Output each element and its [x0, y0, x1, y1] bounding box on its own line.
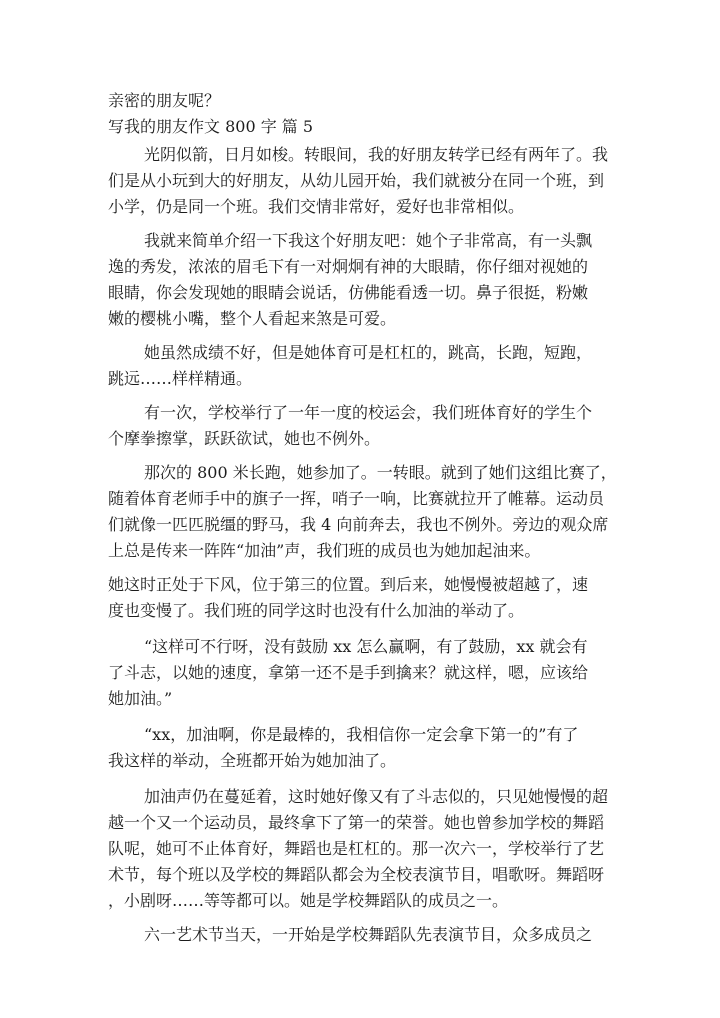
- paragraph-line: 小学，仍是同一个班。我们交情非常好，爱好也非常相似。: [108, 197, 525, 216]
- paragraph-line: 随着体育老师手中的旗子一挥，哨子一响，比赛就拉开了帷幕。运动员: [108, 489, 605, 508]
- paragraph-line: 六一艺术节当天，一开始是学校舞蹈队先表演节目，众多成员之: [144, 925, 593, 944]
- paragraph-line: 越一个又一个运动员，最终拿下了第一的荣誉。她也曾参加学校的舞蹈: [108, 813, 605, 832]
- paragraph-line: 我就来简单介绍一下我这个好朋友吧：她个子非常高，有一头飘: [144, 231, 593, 250]
- paragraph-line: “xx，加油啊，你是最棒的，我相信你一定会拿下第一的”有了: [144, 725, 579, 744]
- paragraph-line: 们就像一匹匹脱缰的野马，我 4 向前奔去，我也不例外。旁边的观众席: [108, 515, 609, 534]
- paragraph-line: 眼睛，你会发现她的眼睛会说话，仿佛能看透一切。鼻子很挺，粉嫩: [108, 283, 589, 302]
- paragraph-line: “这样可不行呀，没有鼓励 xx 怎么赢啊，有了鼓励，xx 就会有: [144, 637, 588, 656]
- paragraph-line: 跳远……样样精通。: [108, 369, 253, 388]
- paragraph-line: 个摩拳擦掌，跃跃欲试，她也不例外。: [108, 429, 381, 448]
- essay-heading: 写我的朋友作文 800 字 篇 5: [108, 117, 314, 136]
- document-page: [108, 88, 618, 948]
- paragraph-10: [108, 922, 618, 948]
- paragraph-line: 术节，每个班以及学校的舞蹈队都会为全校表演节目，唱歌呀。舞蹈呀: [108, 865, 605, 884]
- paragraph-line: 她加油。”: [108, 689, 173, 708]
- paragraph-line: 逸的秀发，浓浓的眉毛下有一对炯炯有神的大眼睛，你仔细对视她的: [108, 257, 589, 276]
- paragraph-line: 度也变慢了。我们班的同学这时也没有什么加油的举动了。: [108, 601, 525, 620]
- paragraph-6: [108, 572, 618, 624]
- paragraph-8: [108, 722, 618, 774]
- paragraph-line: 有一次，学校举行了一年一度的校运会，我们班体育好的学生个: [144, 403, 593, 422]
- paragraph-line: 上总是传来一阵阵“加油”声，我们班的成员也为她加起油来。: [108, 541, 541, 560]
- paragraph-9: [108, 784, 618, 914]
- paragraph-line: 队呢，她可不止体育好，舞蹈也是杠杠的。那一次六一，学校举行了艺: [108, 839, 605, 858]
- paragraph-line: 了斗志，以她的速度，拿第一还不是手到擒来？就这样，嗯，应该给: [108, 663, 589, 682]
- paragraph-line: 加油声仍在蔓延着，这时她好像又有了斗志似的，只见她慢慢的超: [144, 787, 609, 806]
- paragraph-line: ，小剧呀……等等都可以。她是学校舞蹈队的成员之一。: [108, 891, 509, 910]
- paragraph-line: 我这样的举动，全班都开始为她加油了。: [108, 751, 397, 770]
- paragraph-3: [108, 340, 618, 392]
- paragraph-2: [108, 228, 618, 332]
- paragraph-5: [108, 460, 618, 564]
- paragraph-line: 嫩的樱桃小嘴，整个人看起来煞是可爱。: [108, 309, 397, 328]
- paragraph-line: 她虽然成绩不好，但是她体育可是杠杠的，跳高，长跑，短跑，: [144, 343, 593, 362]
- paragraph-4: [108, 400, 618, 452]
- paragraph-line: 光阴似箭，日月如梭。转眼间，我的好朋友转学已经有两年了。我: [144, 145, 609, 164]
- paragraph-line: 她这时正处于下风，位于第三的位置。到后来，她慢慢被超越了，速: [108, 575, 589, 594]
- paragraph-line: 们是从小玩到大的好朋友，从幼儿园开始，我们就被分在同一个班，到: [108, 171, 605, 190]
- paragraph-7: [108, 634, 618, 712]
- paragraph-line: 那次的 800 米长跑，她参加了。一转眼。就到了她们这组比赛了，: [144, 463, 617, 482]
- top-line: 亲密的朋友呢？: [108, 91, 221, 110]
- paragraph-1: [108, 142, 618, 220]
